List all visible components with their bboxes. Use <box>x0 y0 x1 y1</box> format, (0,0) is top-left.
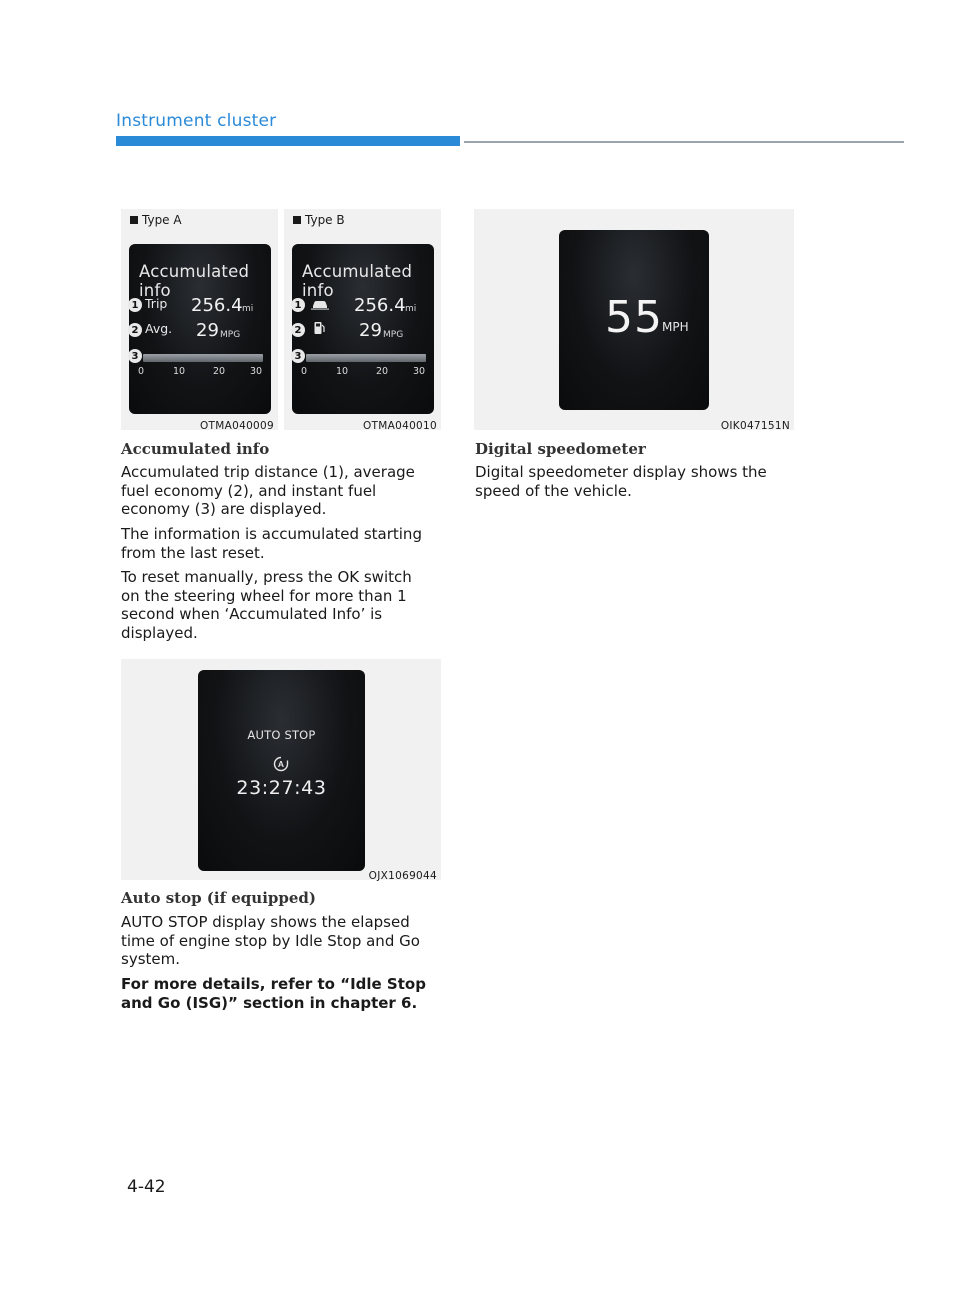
svg-text:A: A <box>277 759 285 770</box>
trip-value: 256.4 <box>191 295 243 316</box>
paragraph: AUTO STOP display shows the elapsed time of engine stop by Idle Stop and Go system. <box>121 913 420 968</box>
figure-type-b <box>284 209 441 430</box>
section-title: Instrument cluster <box>116 111 277 131</box>
figure-auto-stop <box>121 659 441 880</box>
gauge-tick: 20 <box>376 366 389 377</box>
auto-stop-label: AUTO STOP <box>247 728 316 742</box>
gauge-tick: 30 <box>250 366 263 377</box>
gauge-tick: 20 <box>213 366 226 377</box>
figure-code: OTMA040009 <box>199 420 274 432</box>
avg-value: 29 <box>196 320 219 341</box>
section-heading-speedometer: Digital speedometer <box>475 440 646 458</box>
avg-label: Avg. <box>145 321 173 336</box>
figure-code: OIK047151N <box>720 420 790 432</box>
instant-fuel-gauge <box>143 354 263 362</box>
gauge-tick: 30 <box>413 366 426 377</box>
callout-badge-2: 2 <box>291 323 305 337</box>
type-a-label: Type A <box>130 213 182 227</box>
gauge-tick: 0 <box>301 366 308 377</box>
gauge-tick: 10 <box>173 366 186 377</box>
avg-unit: MPG <box>220 330 241 340</box>
avg-unit: MPG <box>383 330 404 340</box>
car-icon <box>311 299 329 310</box>
section-heading-accumulated: Accumulated info <box>121 440 270 458</box>
type-b-label: Type B <box>293 213 345 227</box>
callout-badge-1: 1 <box>291 298 305 312</box>
cluster-screen-auto-stop <box>198 670 365 871</box>
gauge-tick: 0 <box>138 366 145 377</box>
header-rule <box>464 141 904 143</box>
trip-value: 256.4 <box>354 295 406 316</box>
header-accent-bar <box>116 136 460 146</box>
square-bullet-icon <box>293 216 301 224</box>
figure-type-a <box>121 209 278 430</box>
fuel-pump-icon <box>314 321 325 335</box>
instant-fuel-gauge <box>306 354 426 362</box>
figure-code: OTMA040010 <box>362 420 437 432</box>
trip-unit: mi <box>405 304 417 314</box>
paragraph: Digital speedometer display shows the speed of the vehicle. <box>475 463 767 500</box>
avg-value: 29 <box>359 320 382 341</box>
cluster-screen-speedometer <box>559 230 709 410</box>
trip-label: Trip <box>145 296 168 311</box>
section-heading-auto-stop: Auto stop (if equipped) <box>121 889 316 907</box>
paragraph: To reset manually, press the OK switch on the steering wheel for more than 1 second when ‘Accumulated Info’ is displayed. <box>121 568 412 642</box>
trip-unit: mi <box>242 304 254 314</box>
callout-badge-3: 3 <box>291 349 305 363</box>
paragraph-note: For more details, refer to “Idle Stop and Go (ISG)” section in chapter 6. <box>121 975 426 1012</box>
screen-title: Accumulated info <box>302 262 413 300</box>
figure-code: OJX1069044 <box>368 870 437 882</box>
figure-speedometer <box>474 209 794 430</box>
cluster-screen-type-a <box>129 244 271 414</box>
square-bullet-icon <box>130 216 138 224</box>
callout-badge-2: 2 <box>128 323 142 337</box>
paragraph: The information is accumulated starting from the last reset. <box>121 525 422 562</box>
screen-title: Accumulated info <box>139 262 250 300</box>
speed-value: 55 <box>605 292 663 343</box>
callout-badge-3: 3 <box>128 349 142 363</box>
speed-unit: MPH <box>662 320 689 334</box>
paragraph: Accumulated trip distance (1), average fuel economy (2), and instant fuel economy (3) are displayed. <box>121 463 415 518</box>
callout-badge-1: 1 <box>128 298 142 312</box>
auto-stop-icon <box>273 756 289 772</box>
cluster-screen-type-b <box>292 244 434 414</box>
gauge-tick: 10 <box>336 366 349 377</box>
page-number: 4-42 <box>127 1177 166 1197</box>
auto-stop-time: 23:27:43 <box>236 777 327 799</box>
